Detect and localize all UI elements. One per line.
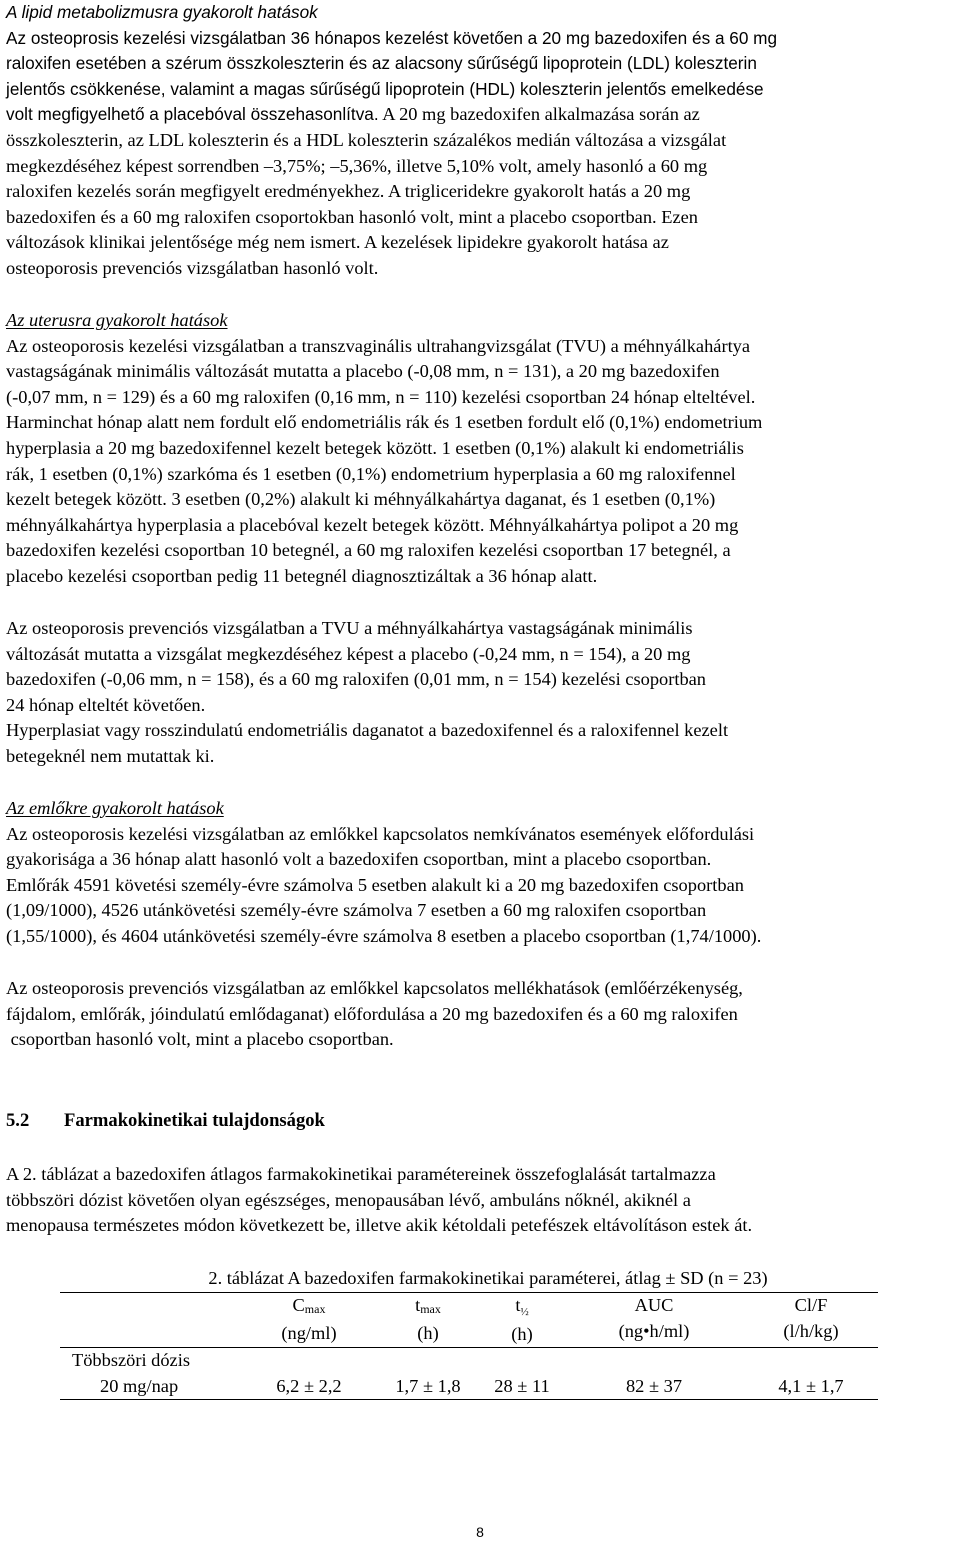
- header-symbol: t: [415, 1295, 421, 1315]
- row-label: Többszöri dózis: [72, 1350, 190, 1371]
- uterus-line: Az osteoporosis kezelési vizsgálatban a transzvaginális ultrahangvizsgálat (TVU) a méhnyálkahártya: [6, 335, 751, 356]
- lipid-line: osteoporosis prevenciós vizsgálatban hasonló volt.: [6, 257, 379, 278]
- row-label: 20 mg/nap: [100, 1375, 179, 1396]
- uterus-line: Az osteoporosis prevenciós vizsgálatban a TVU a méhnyálkahártya vastagságának minimális: [6, 618, 693, 638]
- table-header-cell: [480, 1293, 564, 1348]
- breast-line: (1,55/1000), és 4604 utánkövetési személy-évre számolva 8 esetben a placebo csoportban (1,74/1000).: [6, 925, 762, 946]
- breast-line: fájdalom, emlőrák, jóindulatú emlődaganat) előfordulása a 20 mg bazedoxifen és a 60 mg raloxifen: [6, 1003, 738, 1024]
- pk-intro-line: A 2. táblázat a bazedoxifen átlagos farmakokinetikai paramétereinek összefoglalását tartalmazza: [6, 1164, 716, 1184]
- uterus-line: Harminchat hónap alatt nem fordult elő endometriális rák és 1 esetben fordult elő (0,1%) endometrium: [6, 412, 763, 433]
- uterus-line: placebo kezelési csoportban pedig 11 betegnél diagnosztizáltak a 36 hónap alatt.: [6, 565, 598, 586]
- uterus-line: kezelt betegek között. 3 esetben (0,2%) alakult ki méhnyálkahártya daganat, és 1 esetben (0,1%): [6, 489, 716, 510]
- uterus-line: méhnyálkahártya hyperplasia a placebóval kezelt betegek között. Méhnyálkahártya polipot a 20 mg: [6, 514, 739, 535]
- table-header-cell: [376, 1293, 480, 1348]
- breast-title: Az emlőkre gyakorolt hatások: [6, 798, 224, 818]
- header-symbol: Cl/F: [794, 1295, 828, 1315]
- table-cell: 4,1 ± 1,7: [778, 1375, 844, 1396]
- table-header-cell: [564, 1293, 744, 1348]
- uterus-line: hyperplasia a 20 mg bazedoxifennel kezelt betegek között. 1 esetben (0,1%) alakult ki endometriális: [6, 437, 744, 458]
- lipid-line: összkoleszterin, az LDL koleszterin és a HDL koleszterin százalékos medián változása a vizsgálat: [6, 129, 727, 150]
- lipid-line: változások klinikai jelentősége még nem ismert. A kezelések lipidekre gyakorolt hatása az: [6, 232, 669, 253]
- table-header-cell: [744, 1293, 878, 1348]
- uterus-line: változását mutatta a vizsgálat megkezdéséhez képest a placebo (-0,24 mm, n = 154), a 20 mg: [6, 643, 691, 664]
- breast-prevention-paragraph: [6, 976, 956, 1053]
- header-subscript: max: [420, 1302, 441, 1316]
- table-corner-cell: [60, 1293, 242, 1348]
- header-unit: (h): [511, 1323, 533, 1344]
- header-symbol: t: [515, 1295, 521, 1315]
- breast-line: (1,09/1000), 4526 utánkövetési személy-évre számolva 7 esetben a 60 mg raloxifen csoportban: [6, 900, 707, 921]
- uterus-title: Az uterusra gyakorolt hatások: [6, 310, 228, 330]
- lipid-line: bazedoxifen és a 60 mg raloxifen csoportokban hasonló volt, mint a placebo csoportban. Ezen: [6, 206, 698, 227]
- breast-line: Emlőrák 4591 követési személy-évre számolva 5 esetben alakult ki a 20 mg bazedoxifen csoportban: [6, 874, 744, 895]
- lipid-line-sans-part: volt megfigyelhető a placebóval összehasonlítva.: [6, 104, 379, 125]
- header-main: [480, 1293, 564, 1322]
- uterus-line: bazedoxifen kezelési csoportban 10 betegnél, a 60 mg raloxifen kezelési csoportban 17 betegnél, a: [6, 540, 731, 561]
- pk-intro-paragraph: [6, 1162, 956, 1239]
- table-header-cell: [242, 1293, 376, 1348]
- header-unit: (ng/ml): [281, 1322, 337, 1343]
- section-heading: [6, 1108, 325, 1134]
- header-main: [376, 1293, 480, 1321]
- header-unit: (h): [417, 1322, 439, 1343]
- pk-intro-line: többszöri dózist követően olyan egészséges, menopausában lévő, ambuláns nőknél, akiknél a: [6, 1189, 691, 1210]
- lipid-line: jelentős csökkenése, valamint a magas sűrűségű lipoprotein (HDL) koleszterin jelentős emelkedése: [6, 78, 764, 99]
- header-symbol: AUC: [634, 1295, 674, 1315]
- lipid-line: raloxifen kezelés során megfigyelt eredményekhez. A trigliceridekre gyakorolt hatás a 20 mg: [6, 181, 691, 202]
- breast-line: Az osteoporosis prevenciós vizsgálatban az emlőkkel kapcsolatos mellékhatások (emlőérzékenység,: [6, 978, 743, 998]
- breast-section: [6, 796, 956, 950]
- header-main: [242, 1293, 376, 1321]
- header-subscript: max: [304, 1302, 326, 1316]
- uterus-prevention-paragraph: [6, 616, 956, 770]
- header-symbol: C: [292, 1295, 305, 1315]
- table-header-row: [60, 1293, 878, 1348]
- breast-line: Az osteoporosis kezelési vizsgálatban az emlőkkel kapcsolatos nemkívánatos események előfordulási: [6, 823, 755, 844]
- page-number: 8: [476, 1524, 484, 1540]
- uterus-line: betegeknél nem mutattak ki.: [6, 745, 215, 766]
- uterus-line: rák, 1 esetben (0,1%) szarkóma és 1 esetben (0,1%) endometrium hyperplasia a 60 mg raloxifennel: [6, 463, 736, 484]
- section-number: 5.2: [6, 1110, 30, 1131]
- table-caption: 2. táblázat A bazedoxifen farmakokinetikai paraméterei, átlag ± SD (n = 23): [208, 1268, 768, 1288]
- breast-line: gyakorisága a 36 hónap alatt hasonló volt a bazedoxifen csoportban, mint a placebo csoportban.: [6, 849, 712, 870]
- lipid-line-serif-part: A 20 mg bazedoxifen alkalmazása során az: [378, 104, 700, 125]
- lipid-line: [6, 102, 956, 128]
- lipid-line: raloxifen esetében a szérum összkoleszterin és az alacsony sűrűségű lipoprotein (LDL) koleszterin: [6, 53, 757, 74]
- lipid-title: A lipid metabolizmusra gyakorolt hatások: [6, 2, 318, 22]
- header-unit: (l/h/kg): [783, 1320, 839, 1341]
- uterus-line: Hyperplasiat vagy rosszindulatú endometriális daganatot a bazedoxifennel és a raloxifennel kezelt: [6, 720, 729, 741]
- uterus-line: vastagságának minimális változását mutatta a placebo (-0,08 mm, n = 131), a 20 mg bazedoxifen: [6, 361, 720, 382]
- table-cell: 6,2 ± 2,2: [276, 1375, 342, 1396]
- pk-table: [60, 1292, 878, 1400]
- header-subscript: ½: [520, 1306, 529, 1318]
- lipid-line: megkezdéséhez képest sorrendben –3,75%; –5,36%, illetve 5,10% volt, amely hasonló a 60 mg: [6, 155, 708, 176]
- table-row: [60, 1348, 878, 1400]
- row-label-cell: [60, 1348, 242, 1400]
- uterus-line: bazedoxifen (-0,06 mm, n = 158), és a 60 mg raloxifen (0,01 mm, n = 154) kezelési csoportban: [6, 669, 706, 690]
- breast-line: csoportban hasonló volt, mint a placebo csoportban.: [6, 1029, 394, 1050]
- table-cell: 1,7 ± 1,8: [395, 1375, 461, 1396]
- uterus-section: [6, 308, 956, 590]
- pk-intro-line: menopausa természetes módon következett be, illetve akik kétoldali petefészek eltávolításon estek át.: [6, 1215, 753, 1236]
- lipid-section: [6, 0, 956, 282]
- table-cell: 28 ± 11: [494, 1375, 550, 1396]
- section-title: Farmakokinetikai tulajdonságok: [64, 1110, 325, 1131]
- header-unit: (ng•h/ml): [618, 1320, 690, 1341]
- table-cell: 82 ± 37: [625, 1375, 683, 1396]
- lipid-line: Az osteoprosis kezelési vizsgálatban 36 hónapos kezelést követően a 20 mg bazedoxifen és a 60 mg: [6, 27, 778, 48]
- uterus-line: 24 hónap elteltét követően.: [6, 694, 206, 715]
- uterus-line: (-0,07 mm, n = 129) és a 60 mg raloxifen (0,16 mm, n = 110) kezelési csoportban 24 hónap elteltével.: [6, 386, 756, 407]
